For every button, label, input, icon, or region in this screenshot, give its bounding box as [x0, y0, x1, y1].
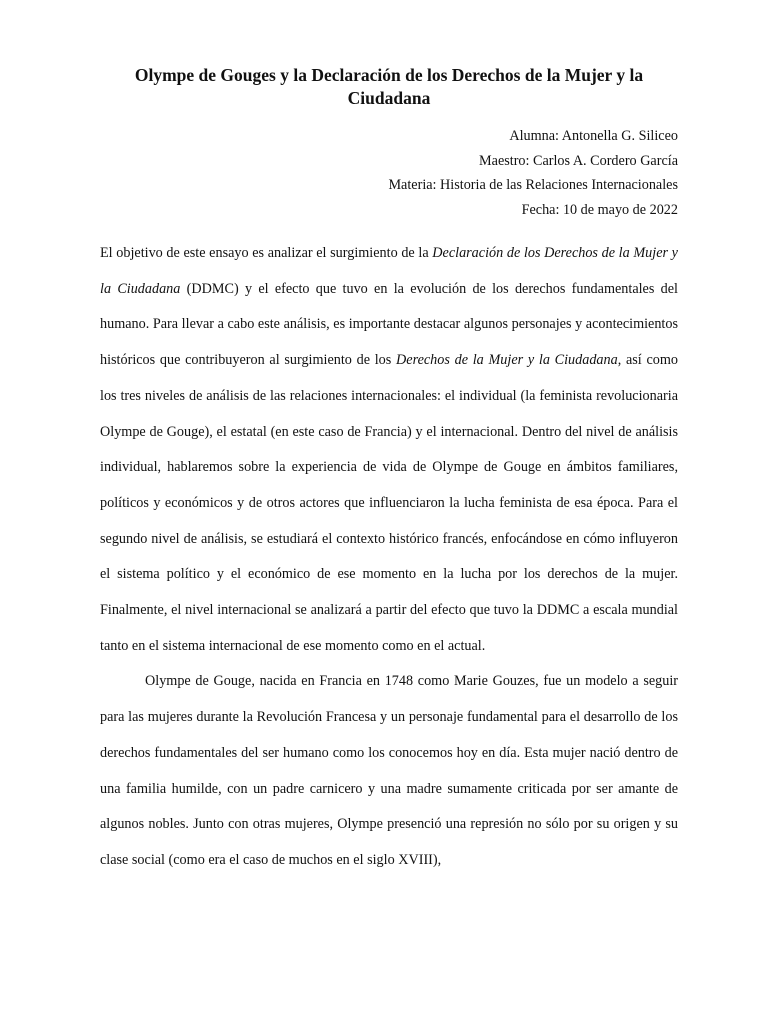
paragraph-biography: Olympe de Gouge, nacida en Francia en 1748 como Marie Gouzes, fue un modelo a seguir para las mujeres durante la Revolución Francesa y un personaje fundamental para el desarrollo de los derechos fundamentales del ser humano como los conocemos hoy en día. Esta mujer nació dentro de una familia humilde, con un padre carnicero y una madre sumamente criticada por ser amante de algunos nobles. Junto con otras mujeres, Olympe presenció una represión no sólo por su origen y su clase social (como era el caso de muchos en el siglo XVIII),: [100, 673, 678, 868]
document-metadata: [100, 124, 678, 222]
document-body: [100, 236, 678, 879]
document-title: Olympe de Gouges y la Declaración de los Derechos de la Mujer y la Ciudadana: [134, 65, 644, 108]
student-line: Alumna: Antonella G. Siliceo: [509, 128, 678, 144]
rights-title-italic: Derechos de la Mujer y la Ciudadana: [396, 352, 618, 369]
paragraph-text: (DDMC) y el efecto que tuvo en la evolución de los derechos fundamentales del humano. Para llevar a cabo este análisis, es importante destacar algunos personajes y acontecimientos históricos que contribuyeron al surgimiento de los: [100, 280, 678, 369]
paragraph-intro: [100, 236, 678, 664]
declaration-title-italic: Declaración de los Derechos de la Mujer y la Ciudadana: [100, 245, 678, 297]
subject-line: Materia: Historia de las Relaciones Internacionales: [388, 177, 678, 193]
paragraph-text: , así como los tres niveles de análisis de las relaciones internacionales: el individual (la feminista revolucionaria Olympe de Gouge), el estatal (en este caso de Francia) y el internacional. Dentro del nivel de análisis individual, hablaremos sobre la experiencia de vida de Olympe de Gouge en ámbitos familiares, políticos y económicos y de otros actores que influenciaron la lucha feminista de esa época. Para el segundo nivel de análisis, se estudiará el contexto histórico francés, enfocándose en cómo influyeron el sistema político y el económico de ese momento en la lucha por los derechos de la mujer. Finalmente, el nivel internacional se analizará a partir del efecto que tuvo la DDMC a escala mundial tanto en el sistema internacional de ese momento como en el actual.: [100, 352, 678, 654]
teacher-line: Maestro: Carlos A. Cordero García: [479, 152, 678, 169]
date-line: Fecha: 10 de mayo de 2022: [521, 201, 678, 218]
paragraph-text: El objetivo de este ensayo es analizar el surgimiento de la: [100, 245, 433, 261]
